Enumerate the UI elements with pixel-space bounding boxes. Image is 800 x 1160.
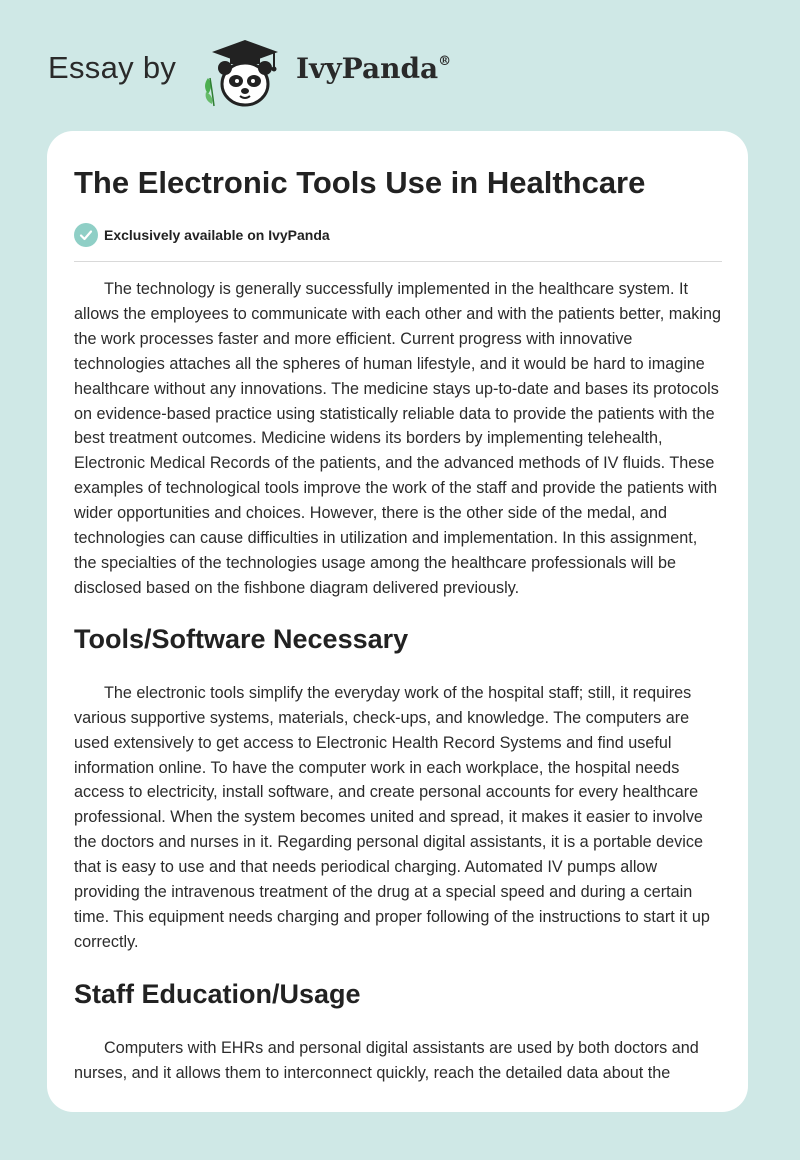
brand-label: IvyPanda [296,52,439,85]
panda-graduate-icon[interactable] [200,38,290,108]
paragraph-tools-software: The electronic tools simplify the everyday work of the hospital staff; still, it requires various supportive systems, materials, check-ups, and knowledge. The computers are used extensively to get access to Electronic Health Record Systems and find useful information online. To have the computer work in each workplace, the hospital needs access to electricity, install software, and create personal accounts for every healthcare professional. When the system becomes united and spread, it makes it easier to involve the doctors and nurses in it. Regarding personal digital assistants, it is a portable device that is easy to use and that needs periodical charging. Automated IV pumps allow providing the intravenous treatment of the drug at a special speed and during a certain time. This equipment needs charging and proper following of the instructions to start it up correctly. [74,683,710,951]
paragraph-staff-education: Computers with EHRs and personal digital assistants are used by both doctors and nurses, and it allows them to interconnect quickly, reach the detailed data about the [74,1038,699,1082]
check-icon [74,223,98,247]
site-header [48,38,748,108]
exclusive-label: Exclusively available on IvyPanda [104,227,330,243]
brand-name[interactable] [296,52,451,85]
divider [74,261,722,262]
page-title: The Electronic Tools Use in Healthcare [74,165,646,200]
trademark-symbol: ® [438,54,452,69]
heading-tools-software: Tools/Software Necessary [74,623,409,654]
article-body [74,277,722,1086]
essay-by-label: Essay by [48,50,177,85]
paragraph-intro: The technology is generally successfully implemented in the healthcare system. It allows the employees to communicate with each other and with the patients better, making the work processes faster and more efficient. Current progress with innovative technologies attaches all the spheres of human lifestyle, and it would be hard to imagine healthcare without any innovations. The medicine stays up-to-date and bases its protocols on evidence-based practice using statistically reliable data to provide the patients with the best treatment outcomes. Medicine widens its borders by implementing telehealth, Electronic Medical Records of the patients, and the advanced methods of IV fluids. These examples of technological tools improve the work of the staff and provide the patients with wider opportunities and choices. However, there is the other side of the medal, and technologies can cause difficulties in utilization and implementation. In this assignment, the specialties of the technologies usage among the healthcare professionals will be disclosed based on the fishbone diagram delivered previously. [74,280,721,597]
heading-staff-education: Staff Education/Usage [74,978,361,1009]
article-card [47,131,748,1112]
exclusive-badge [74,222,330,248]
